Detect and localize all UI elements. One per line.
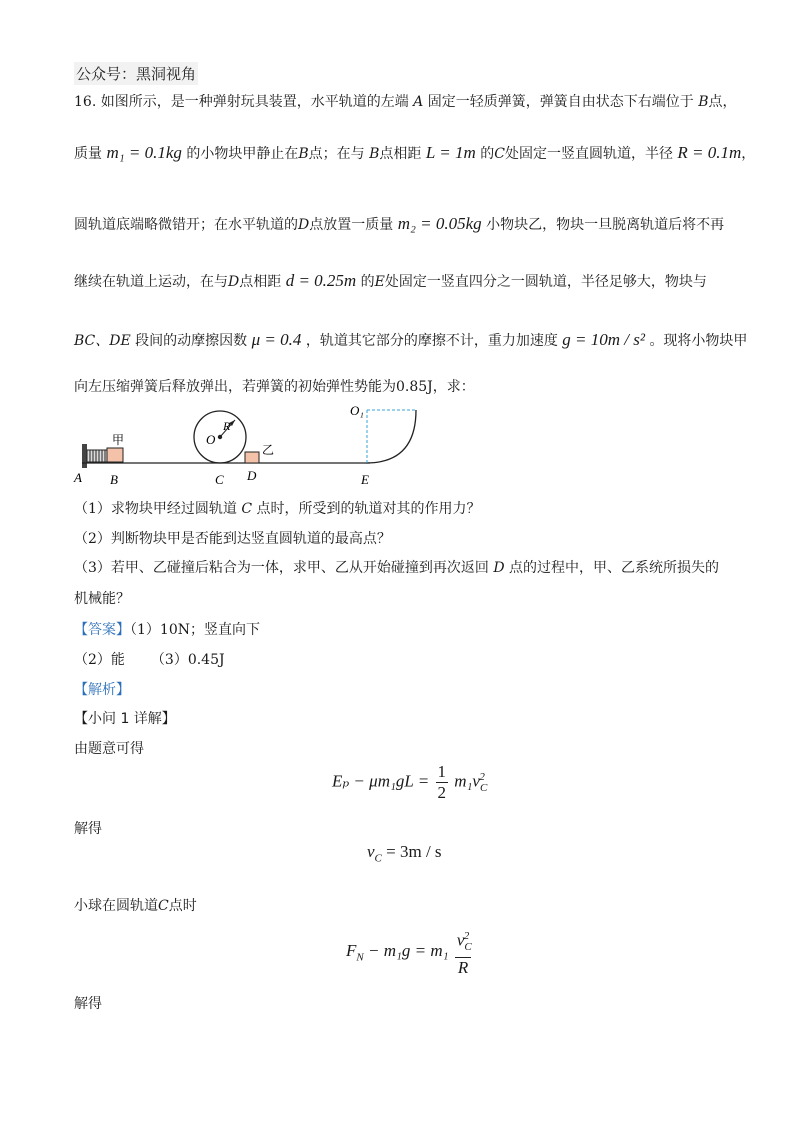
problem-line-5: BC、DE 段间的动摩擦因数 μ = 0.4 ，轨道其它部分的摩擦不计，重力加速度 g = 10m / s² 。现将小物块甲 [74,330,748,349]
question-2: （2）判断物块甲是否能到达竖直圆轨道的最高点？ [74,531,391,547]
spring [87,450,107,462]
wall [82,444,87,468]
analysis-line-4: 解得 [74,996,102,1012]
mass1-formula: m₁ = 0.1kg [106,143,182,162]
subquestion-1-title: 【小问 1 详解】 [74,711,176,727]
label-a: A [74,470,82,485]
label-d: D [247,468,257,483]
answer-line-1: 【答案】（1）10N；竖直向下 [74,622,260,638]
question-3: （3）若甲、乙碰撞后粘合为一体，求甲、乙从开始碰撞到再次返回 D 点的过程中，甲、乙系统所损失的 [74,560,720,576]
watermark: 公众号：黑洞视角 [74,62,198,85]
length-formula: L = 1m [425,143,476,162]
answer-tag: 【答案】 [74,622,130,638]
problem-line-4: 继续在轨道上运动，在与D点相距 d = 0.25m 的E处固定一竖直四分之一圆轨道，半径足够大，物块与 [74,271,707,290]
equation-energy: Eₚ − μm₁gL = $\frac{1}{2}$ $m_1v_C^2$ [332,762,488,802]
question-3-cont: 机械能？ [74,591,130,607]
problem-line-1: 16. 如图所示，是一种弹射玩具装置，水平轨道的左端 A 固定一轻质弹簧，弹簧自由状态下右端位于 B点， [74,94,737,110]
quarter-circle-track [366,410,416,463]
block-yi [245,452,259,463]
track-figure [70,400,430,492]
label-e: E [361,472,369,487]
equation-force: $F_N - m_1g = m_1$ $\frac{v_C^2}{R}$ [346,926,473,978]
label-jia: 甲 [112,433,125,447]
label-yi: 乙 [262,443,275,457]
problem-line-3: 圆轨道底端略微错开；在水平轨道的D点放置一质量 m₂ = 0.05kg 小物块乙，物块一旦脱离轨道后将不再 [74,214,725,233]
mu-formula: μ = 0.4 [251,330,302,349]
problem-line-6: 向左压缩弹簧后释放弹出，若弹簧的初始弹性势能为0.85J，求： [74,379,475,395]
label-r: R [223,419,231,433]
equation-velocity: $v_C = 3m / s$ [367,842,442,865]
analysis-line-3: 小球在圆轨道C点时 [74,898,197,914]
analysis-tag: 【解析】 [74,682,130,698]
label-o1: O₁ [350,403,364,418]
distance-formula: d = 0.25m [285,271,357,290]
block-jia [107,448,123,462]
g-formula: g = 10m / s² [562,330,645,349]
analysis-line-1: 由题意可得 [74,741,144,757]
problem-line-2: 质量 m₁ = 0.1kg 的小物块甲静止在B点；在与 B点相距 L = 1m 的C处固定一竖直圆轨道，半径 R = 0.1m， [74,143,756,162]
label-o: O [206,432,216,447]
question-1: （1）求物块甲经过圆轨道 C 点时，所受到的轨道对其的作用力？ [74,501,481,517]
label-c: C [215,472,224,487]
analysis-line-2: 解得 [74,821,102,837]
radius-formula: R = 0.1m [677,143,742,162]
answer-line-2: （2）能 （3）0.45J [74,652,225,668]
label-b: B [110,472,118,487]
mass2-formula: m₂ = 0.05kg [397,214,482,233]
